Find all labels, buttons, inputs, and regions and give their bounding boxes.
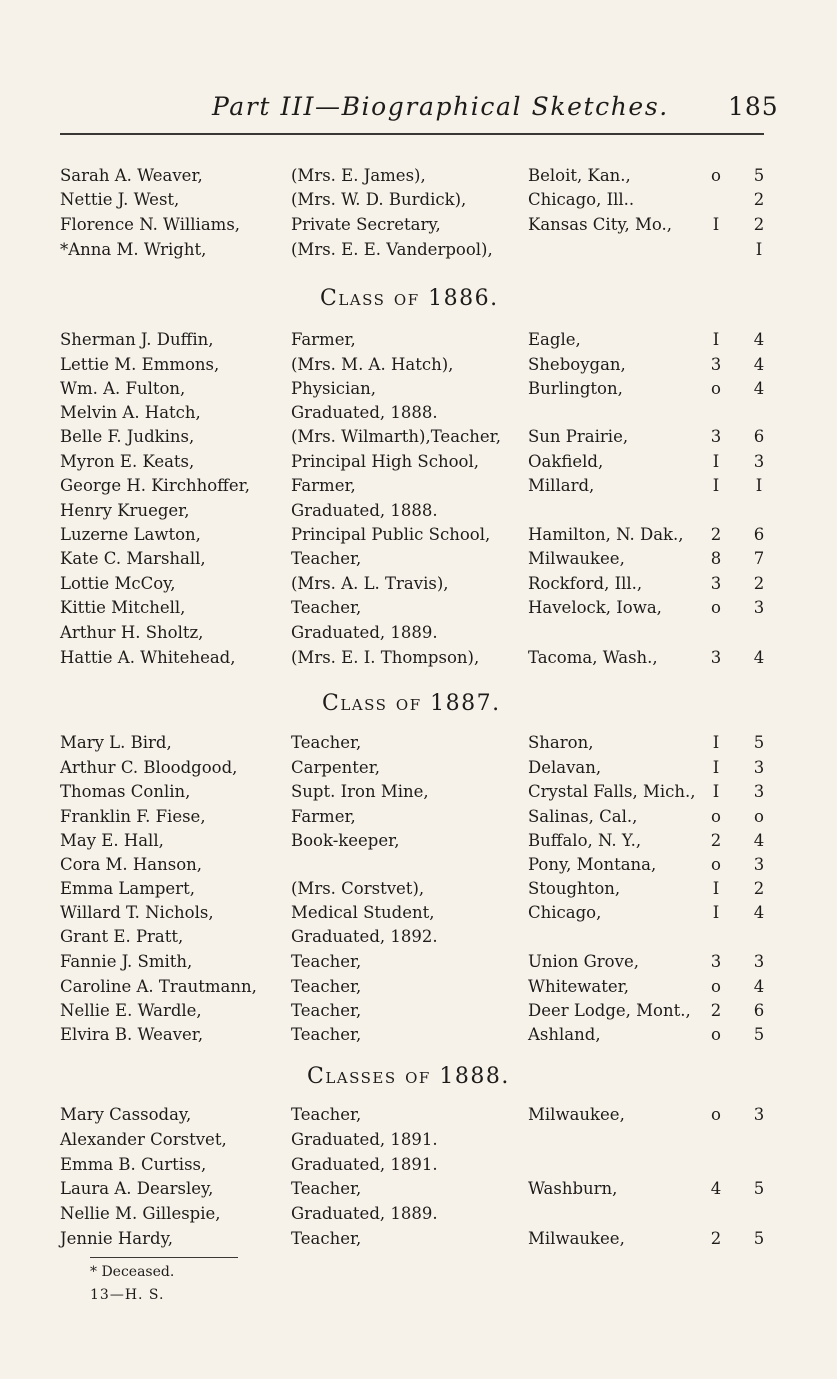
occupation-cell: (Mrs. W. D. Burdick), [291,190,467,209]
occupation-cell: Private Secretary, [291,215,441,234]
count-cell-b: 3 [753,452,765,471]
count-cell-b: 6 [753,1001,765,1020]
register-row [0,807,837,831]
person-name: Myron E. Keats, [60,452,195,471]
footnote-rule [90,1257,238,1258]
person-name: Hattie A. Whitehead, [60,648,236,667]
signature-mark: 13—H. S. [90,1287,165,1303]
person-name: Kate C. Marshall, [60,549,206,568]
occupation-cell: Teacher, [291,1025,362,1044]
count-cell-b: I [755,476,763,495]
count-cell-b: 2 [753,215,765,234]
location-cell: Washburn, [528,1179,618,1198]
register-row [0,903,837,927]
class-heading-text: Class of 1887. [322,691,501,716]
person-name: Melvin A. Hatch, [60,403,201,422]
count-cell-a: I [712,782,720,801]
count-cell-a: 4 [710,1179,722,1198]
register-row [0,379,837,403]
person-name: Kittie Mitchell, [60,598,186,617]
location-cell: Chicago, Ill.. [528,190,635,209]
count-cell-a: 2 [710,525,722,544]
count-cell-a: o [711,977,721,996]
occupation-cell: (Mrs. Corstvet), [291,879,425,898]
count-cell-b: 4 [753,831,765,850]
location-cell: Hamilton, N. Dak., [528,525,684,544]
occupation-cell: Supt. Iron Mine, [291,782,429,801]
register-row [0,977,837,1001]
location-cell: Salinas, Cal., [528,807,638,826]
location-cell: Beloit, Kan., [528,166,631,185]
location-cell: Sheboygan, [528,355,626,374]
count-cell-a: 3 [710,427,722,446]
location-cell: Milwaukee, [528,1105,625,1124]
count-cell-b: 3 [753,1105,765,1124]
count-cell-a: 3 [710,952,722,971]
person-name: Willard T. Nichols, [60,903,214,922]
count-cell-a: I [712,330,720,349]
occupation-cell: Principal High School, [291,452,479,471]
count-cell-b: 5 [753,733,765,752]
location-cell: Havelock, Iowa, [528,598,662,617]
person-name: Thomas Conlin, [60,782,191,801]
page-header [0,88,837,128]
location-cell: Milwaukee, [528,1229,625,1248]
person-name: Sherman J. Duffin, [60,330,214,349]
occupation-cell: Teacher, [291,1001,362,1020]
count-cell-a: o [711,1105,721,1124]
person-name: Alexander Corstvet, [60,1130,227,1149]
register-row [0,1179,837,1203]
class-heading-text: Class of 1886. [320,286,499,311]
footnote: * Deceased. [90,1264,175,1280]
person-name: Jennie Hardy, [60,1229,173,1248]
person-name: Lettie M. Emmons, [60,355,220,374]
register-row [0,1105,837,1129]
location-cell: Sharon, [528,733,594,752]
person-name: Sarah A. Weaver, [60,166,203,185]
person-name: Elvira B. Weaver, [60,1025,204,1044]
count-cell-b: 6 [753,525,765,544]
location-cell: Whitewater, [528,977,629,996]
register-row [0,166,837,190]
person-name: Nellie E. Wardle, [60,1001,202,1020]
person-name: Emma B. Curtiss, [60,1155,207,1174]
occupation-cell: (Mrs. E. James), [291,166,426,185]
occupation-cell: Teacher, [291,1105,362,1124]
count-cell-a: 2 [710,1001,722,1020]
count-cell-a: I [712,758,720,777]
occupation-cell: Carpenter, [291,758,381,777]
person-name: Lottie McCoy, [60,574,176,593]
person-name: *Anna M. Wright, [60,240,207,259]
occupation-cell: (Mrs. Wilmarth),Teacher, [291,427,501,446]
person-name: Mary Cassoday, [60,1105,192,1124]
class-heading-text: Classes of 1888. [307,1064,510,1089]
person-name: Arthur H. Sholtz, [60,623,204,642]
occupation-cell: Graduated, 1888. [291,403,438,422]
register-row [0,879,837,903]
register-row [0,733,837,757]
count-cell-b: 5 [753,1229,765,1248]
person-name: Arthur C. Bloodgood, [60,758,238,777]
occupation-cell: Teacher, [291,733,362,752]
register-row [0,574,837,598]
register-row [0,330,837,354]
register-row [0,927,837,951]
occupation-cell: Graduated, 1889. [291,1204,438,1223]
register-row [0,952,837,976]
person-name: Mary L. Bird, [60,733,172,752]
location-cell: Eagle, [528,330,581,349]
register-row [0,855,837,879]
location-cell: Ashland, [528,1025,601,1044]
register-row [0,476,837,500]
count-cell-b: 2 [753,190,765,209]
register-row [0,1229,837,1253]
count-cell-a: o [711,807,721,826]
person-name: May E. Hall, [60,831,164,850]
occupation-cell: (Mrs. M. A. Hatch), [291,355,454,374]
occupation-cell: Graduated, 1888. [291,501,438,520]
location-cell: Kansas City, Mo., [528,215,672,234]
person-name: Nettie J. West, [60,190,180,209]
count-cell-a: 3 [710,355,722,374]
occupation-cell: Farmer, [291,807,356,826]
location-cell: Delavan, [528,758,602,777]
occupation-cell: Farmer, [291,476,356,495]
person-name: Nellie M. Gillespie, [60,1204,221,1223]
occupation-cell: Physician, [291,379,377,398]
count-cell-b: 5 [753,166,765,185]
person-name: Caroline A. Trautmann, [60,977,257,996]
register-row [0,215,837,239]
count-cell-b: 3 [753,758,765,777]
occupation-cell: (Mrs. E. E. Vanderpool), [291,240,493,259]
count-cell-b: 4 [753,355,765,374]
location-cell: Sun Prairie, [528,427,629,446]
occupation-cell: Principal Public School, [291,525,491,544]
count-cell-a: 8 [710,549,722,568]
register-row [0,758,837,782]
count-cell-b: 3 [753,952,765,971]
count-cell-a: 2 [710,1229,722,1248]
occupation-cell: Book-keeper, [291,831,400,850]
count-cell-b: 3 [753,782,765,801]
occupation-cell: Teacher, [291,977,362,996]
register-row [0,427,837,451]
running-title: Part III—Biographical Sketches. [212,92,669,121]
person-name: Belle F. Judkins, [60,427,195,446]
location-cell: Rockford, Ill., [528,574,643,593]
count-cell-b: 3 [753,598,765,617]
person-name: Luzerne Lawton, [60,525,201,544]
count-cell-b: 7 [753,549,765,568]
count-cell-a: 3 [710,648,722,667]
count-cell-b: 4 [753,648,765,667]
count-cell-a: 2 [710,831,722,850]
location-cell: Stoughton, [528,879,621,898]
person-name: Florence N. Williams, [60,215,241,234]
count-cell-b: I [755,240,763,259]
occupation-cell: Teacher, [291,598,362,617]
register-row [0,623,837,647]
register-row [0,598,837,622]
register-row [0,525,837,549]
person-name: George H. Kirchhoffer, [60,476,250,495]
register-row [0,648,837,672]
occupation-cell: (Mrs. E. I. Thompson), [291,648,480,667]
count-cell-a: I [712,215,720,234]
count-cell-b: 2 [753,879,765,898]
person-name: Emma Lampert, [60,879,195,898]
register-row [0,782,837,806]
occupation-cell: Teacher, [291,1229,362,1248]
occupation-cell: Graduated, 1889. [291,623,438,642]
register-row [0,190,837,214]
count-cell-b: 4 [753,977,765,996]
location-cell: Oakfield, [528,452,604,471]
count-cell-a: o [711,379,721,398]
count-cell-b: 4 [753,379,765,398]
count-cell-a: o [711,1025,721,1044]
count-cell-a: I [712,476,720,495]
count-cell-b: 2 [753,574,765,593]
register-row [0,240,837,264]
count-cell-a: I [712,879,720,898]
count-cell-a: o [711,166,721,185]
person-name: Grant E. Pratt, [60,927,184,946]
person-name: Franklin F. Fiese, [60,807,206,826]
count-cell-a: I [712,452,720,471]
occupation-cell: Teacher, [291,1179,362,1198]
count-cell-b: 5 [753,1179,765,1198]
count-cell-b: o [754,807,764,826]
register-row [0,549,837,573]
location-cell: Union Grove, [528,952,639,971]
person-name: Cora M. Hanson, [60,855,203,874]
count-cell-a: 3 [710,574,722,593]
person-name: Henry Krueger, [60,501,190,520]
register-row [0,452,837,476]
person-name: Fannie J. Smith, [60,952,193,971]
count-cell-b: 3 [753,855,765,874]
location-cell: Crystal Falls, Mich., [528,782,696,801]
location-cell: Buffalo, N. Y., [528,831,642,850]
count-cell-b: 4 [753,903,765,922]
occupation-cell: (Mrs. A. L. Travis), [291,574,449,593]
register-row [0,1204,837,1228]
register-row [0,403,837,427]
location-cell: Tacoma, Wash., [528,648,658,667]
count-cell-b: 4 [753,330,765,349]
location-cell: Deer Lodge, Mont., [528,1001,691,1020]
occupation-cell: Farmer, [291,330,356,349]
location-cell: Chicago, [528,903,602,922]
count-cell-b: 5 [753,1025,765,1044]
count-cell-b: 6 [753,427,765,446]
occupation-cell: Graduated, 1892. [291,927,438,946]
register-row [0,1130,837,1154]
register-row [0,355,837,379]
occupation-cell: Teacher, [291,952,362,971]
location-cell: Pony, Montana, [528,855,657,874]
occupation-cell: Graduated, 1891. [291,1130,438,1149]
occupation-cell: Medical Student, [291,903,435,922]
count-cell-a: o [711,855,721,874]
register-row [0,831,837,855]
count-cell-a: I [712,903,720,922]
header-rule [60,133,764,135]
location-cell: Burlington, [528,379,623,398]
register-row [0,1155,837,1179]
register-row [0,501,837,525]
person-name: Laura A. Dearsley, [60,1179,214,1198]
person-name: Wm. A. Fulton, [60,379,186,398]
count-cell-a: I [712,733,720,752]
count-cell-a: o [711,598,721,617]
location-cell: Milwaukee, [528,549,625,568]
page-number: 185 [728,92,779,121]
register-row [0,1025,837,1049]
occupation-cell: Graduated, 1891. [291,1155,438,1174]
location-cell: Millard, [528,476,595,495]
occupation-cell: Teacher, [291,549,362,568]
register-row [0,1001,837,1025]
